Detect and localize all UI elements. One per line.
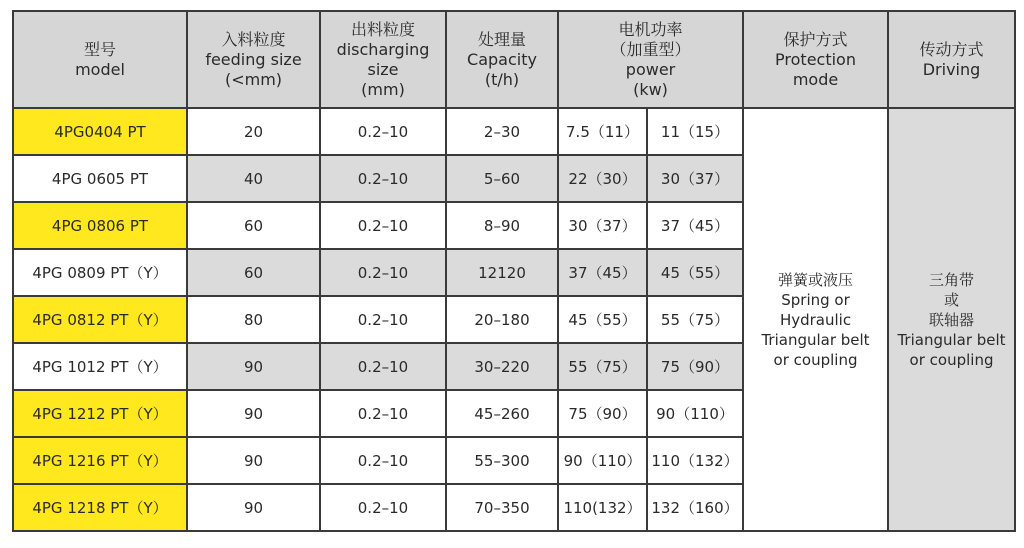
header-discharging-en1: discharging [336, 39, 430, 59]
header-discharging-en2: size [367, 59, 399, 79]
power2-cell: 37（45） [647, 202, 743, 249]
discharging-cell: 0.2–10 [320, 155, 446, 202]
header-model-en: model [75, 59, 125, 79]
driving-cn2: 或 [944, 290, 960, 309]
discharging-cell: 0.2–10 [320, 108, 446, 155]
power2-cell: 45（55） [647, 249, 743, 296]
power2-cell: 75（90） [647, 343, 743, 390]
feeding-cell: 90 [187, 437, 320, 484]
model-cell: 4PG 0809 PT（Y） [13, 249, 187, 296]
discharging-cell: 0.2–10 [320, 390, 446, 437]
header-capacity-en: Capacity [467, 49, 537, 69]
model-cell: 4PG 0605 PT [13, 155, 187, 202]
model-cell: 4PG 1012 PT（Y） [13, 343, 187, 390]
header-model-cn: 型号 [83, 39, 116, 59]
capacity-cell: 12120 [446, 249, 558, 296]
model-cell: 4PG 1216 PT（Y） [13, 437, 187, 484]
power2-cell: 90（110） [647, 390, 743, 437]
discharging-cell: 0.2–10 [320, 343, 446, 390]
driving-cn1: 三角带 [929, 270, 975, 289]
model-cell: 4PG 1212 PT（Y） [13, 390, 187, 437]
header-feeding-en: feeding size [205, 49, 302, 69]
discharging-cell: 0.2–10 [320, 249, 446, 296]
header-capacity [446, 11, 558, 108]
capacity-cell: 70–350 [446, 484, 558, 531]
header-discharging-unit: (mm) [361, 79, 405, 99]
driving-en1: Triangular belt [897, 330, 1006, 349]
power1-cell: 45（55） [558, 296, 647, 343]
power1-cell: 7.5（11） [558, 108, 647, 155]
spec-table [12, 10, 1016, 532]
feeding-cell: 90 [187, 484, 320, 531]
feeding-cell: 60 [187, 249, 320, 296]
header-discharging [320, 11, 446, 108]
header-power-cn2: （加重型） [610, 39, 691, 59]
capacity-cell: 20–180 [446, 296, 558, 343]
discharging-cell: 0.2–10 [320, 296, 446, 343]
header-driving-cn: 传动方式 [919, 39, 984, 59]
header-capacity-unit: (t/h) [484, 69, 520, 89]
discharging-cell: 0.2–10 [320, 437, 446, 484]
power1-cell: 90（110） [558, 437, 647, 484]
model-cell: 4PG 0812 PT（Y） [13, 296, 187, 343]
capacity-cell: 2–30 [446, 108, 558, 155]
power2-cell: 30（37） [647, 155, 743, 202]
power2-cell: 110（132） [647, 437, 743, 484]
protection-en3: Triangular belt [761, 330, 870, 349]
header-model [13, 11, 187, 108]
power2-cell: 11（15） [647, 108, 743, 155]
protection-mode-cell [743, 108, 888, 531]
power1-cell: 37（45） [558, 249, 647, 296]
power2-cell: 55（75） [647, 296, 743, 343]
power1-cell: 55（75） [558, 343, 647, 390]
power1-cell: 30（37） [558, 202, 647, 249]
driving-en2: or coupling [909, 350, 994, 369]
protection-cn: 弹簧或液压 [778, 270, 854, 289]
discharging-cell: 0.2–10 [320, 484, 446, 531]
header-power-en: power [625, 59, 676, 79]
header-capacity-cn: 处理量 [477, 29, 526, 49]
capacity-cell: 8–90 [446, 202, 558, 249]
capacity-cell: 45–260 [446, 390, 558, 437]
feeding-cell: 90 [187, 390, 320, 437]
header-row [13, 11, 1015, 108]
model-cell: 4PG 1218 PT（Y） [13, 484, 187, 531]
header-driving [888, 11, 1015, 108]
header-discharging-cn: 出料粒度 [350, 19, 415, 39]
header-driving-en: Driving [922, 59, 981, 79]
protection-en4: or coupling [773, 350, 858, 369]
model-cell: 4PG 0806 PT [13, 202, 187, 249]
capacity-cell: 30–220 [446, 343, 558, 390]
header-protection-en2: mode [792, 69, 839, 89]
feeding-cell: 20 [187, 108, 320, 155]
driving-cn3: 联轴器 [929, 310, 975, 329]
header-protection-cn: 保护方式 [783, 29, 848, 49]
table-row [13, 108, 1015, 155]
model-cell: 4PG0404 PT [13, 108, 187, 155]
header-protection [743, 11, 888, 108]
header-power-cn: 电机功率 [618, 19, 683, 39]
header-feeding-unit: (<mm) [224, 69, 283, 89]
feeding-cell: 80 [187, 296, 320, 343]
feeding-cell: 40 [187, 155, 320, 202]
power1-cell: 22（30） [558, 155, 647, 202]
discharging-cell: 0.2–10 [320, 202, 446, 249]
header-protection-en1: Protection [775, 49, 856, 69]
power2-cell: 132（160） [647, 484, 743, 531]
driving-mode-cell [888, 108, 1015, 531]
capacity-cell: 5–60 [446, 155, 558, 202]
header-power-unit: (kw) [633, 79, 668, 99]
power1-cell: 110(132） [558, 484, 647, 531]
spec-table-container [12, 10, 1016, 532]
header-feeding-cn: 入料粒度 [221, 29, 286, 49]
feeding-cell: 60 [187, 202, 320, 249]
protection-en2: Hydraulic [779, 310, 852, 329]
header-feeding [187, 11, 320, 108]
feeding-cell: 90 [187, 343, 320, 390]
power1-cell: 75（90） [558, 390, 647, 437]
protection-en1: Spring or [781, 290, 850, 309]
header-power [558, 11, 743, 108]
capacity-cell: 55–300 [446, 437, 558, 484]
